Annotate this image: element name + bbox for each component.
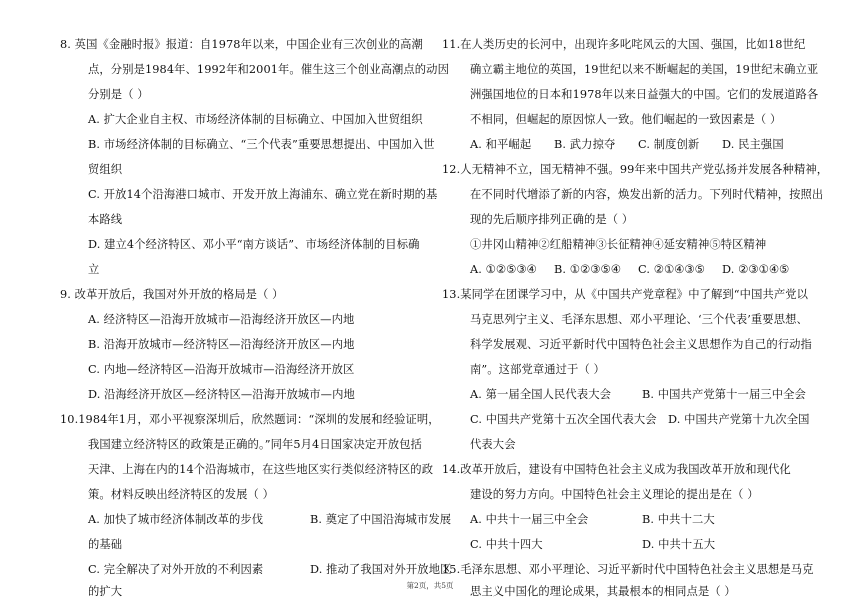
q14-option-b: B. 中共十二大 [642,513,715,526]
q10-option-c: C. 完全解决了对外开放的不利因素 [88,563,264,576]
q11-option-c: C. 制度创新 [638,138,700,151]
q8-stem-line: 分别是（ ） [88,88,149,101]
q14-stem-line: 建设的努力方向。中国特色社会主义理论的提出是在（ ） [470,488,759,501]
q12-option-d: D. ②③①④⑤ [722,263,790,276]
q14-options-row [470,510,830,530]
q13-option-a: A. 第一届全国人民代表大会 [470,388,612,401]
q11-stem-line: 不相同，但崛起的原因惊人一致。他们崛起的一致因素是（ ） [470,113,782,126]
q14-option-c: C. 中共十四大 [470,538,543,551]
q11-option-b: B. 武力掠夺 [554,138,616,151]
q15-stem-line: 思主义中国化的理论成果，其最根本的相同点是（ ） [470,585,736,598]
q8-option-b: B. 市场经济体制的目标确立、“三个代表”重要思想提出、中国加入世 [88,138,435,151]
q9-option-a: A. 经济特区—沿海开放城市—沿海经济开放区—内地 [88,313,355,326]
q9-option-d: D. 沿海经济开放区—经济特区—沿海开放城市—内地 [88,388,355,401]
q8-option-a: A. 扩大企业自主权、市场经济体制的目标确立、中国加入世贸组织 [88,113,423,126]
q11-option-a: A. 和平崛起 [470,138,532,151]
q10-option-b: B. 奠定了中国沿海城市发展 [310,513,452,526]
q13-option-d-cont: 代表大会 [470,438,516,451]
q10-options-row [88,560,452,580]
q8-option-d-cont: 立 [88,263,100,276]
q14-stem-line: 14.改革开放后，建设有中国特色社会主义成为我国改革开放和现代化 [442,463,791,476]
q8-option-c: C. 开放14个沿海港口城市、开发开放上海浦东、确立党在新时期的基 [88,188,438,201]
q10-option-b-cont: 的基础 [88,538,123,551]
q13-stem-line: 13.某同学在团课学习中，从《中国共产党章程》中了解到“中国共产党以 [442,288,809,301]
q9-option-b: B. 沿海开放城市—经济特区—沿海经济开放区—内地 [88,338,355,351]
q13-option-c: C. 中国共产党第十五次全国代表大会 [470,413,657,426]
q12-stem-line: ①井冈山精神②红船精神③长征精神④延安精神⑤特区精神 [470,238,767,251]
q14-options-row [470,535,830,555]
q10-stem-line: 策。材料反映出经济特区的发展（ ） [88,488,275,501]
q13-option-b: B. 中国共产党第十一届三中全会 [642,388,806,401]
q11-stem-line: 确立霸主地位的英国，19世纪以来不断崛起的美国，19世纪末确立亚 [470,63,819,76]
q10-option-d-cont: 的扩大 [88,585,123,598]
q8-option-d: D. 建立4个经济特区、邓小平“南方谈话”、市场经济体制的目标确 [88,238,420,251]
left-column [60,0,452,600]
q12-option-a: A. ①②⑤③④ [470,263,537,276]
q13-option-d: D. 中国共产党第十九次全国 [668,413,810,426]
q11-stem-line: 11.在人类历史的长河中，出现许多叱咤风云的大国、强国，比如18世纪 [442,38,806,51]
q8-stem-line: 8. 英国《金融时报》报道：自1978年以来，中国企业有三次创业的高潮 [60,38,423,51]
q9-stem: 9. 改革开放后，我国对外开放的格局是（ ） [60,288,284,301]
q15-stem-line: 15.毛泽东思想、邓小平理论、习近平新时代中国特色社会主义思想是马克 [442,563,814,576]
q10-option-a: A. 加快了城市经济体制改革的步伐 [88,513,264,526]
q11-option-d: D. 民主强国 [722,138,784,151]
q8-option-c-cont: 本路线 [88,213,123,226]
q12-option-c: C. ②①④③⑤ [638,263,705,276]
q11-options-row [470,135,830,155]
q10-option-d: D. 推动了我国对外开放地区 [310,563,452,576]
q9-option-c: C. 内地—经济特区—沿海开放城市—沿海经济开放区 [88,363,355,376]
q12-stem-line: 现的先后顺序排列正确的是（ ） [470,213,634,226]
q11-stem-line: 洲强国地位的日本和1978年以来日益强大的中国。它们的发展道路各 [470,88,819,101]
q10-stem-line: 10.1984年1月，邓小平视察深圳后，欣然题词：“深圳的发展和经验证明， [60,413,440,426]
q12-stem-line: 在不同时代增添了新的内容，焕发出新的活力。下列时代精神，按照出 [470,188,824,201]
q13-options-row [470,410,830,430]
q13-stem-line: 科学发展观、习近平新时代中国特色社会主义思想作为自己的行动指 [470,338,812,351]
q12-option-b: B. ①②③⑤④ [554,263,621,276]
q13-options-row [470,385,830,405]
q8-option-b-cont: 贸组织 [88,163,123,176]
q13-stem-line: 南”。这部党章通过于（ ） [470,363,605,376]
q12-stem-line: 12.人无精神不立，国无精神不强。99年来中国共产党弘扬并发展各种精神， [442,163,829,176]
page-footer: 第2页，共5页 [406,581,454,590]
q10-options-row [88,510,452,530]
q8-stem-line: 点，分别是1984年、1992年和2001年。催生这三个创业高潮点的动因 [88,63,449,76]
q13-stem-line: 马克思列宁主义、毛泽东思想、邓小平理论、‘三个代表’重要思想、 [470,313,808,326]
q10-stem-line: 我国建立经济特区的政策是正确的。”同年5月4日国家决定开放包括 [88,438,422,451]
right-column [442,0,829,600]
q10-stem-line: 天津、上海在内的14个沿海城市，在这些地区实行类似经济特区的政 [88,463,434,476]
q12-options-row [470,260,830,280]
q14-option-d: D. 中共十五大 [642,538,716,551]
q14-option-a: A. 中共十一届三中全会 [470,513,589,526]
